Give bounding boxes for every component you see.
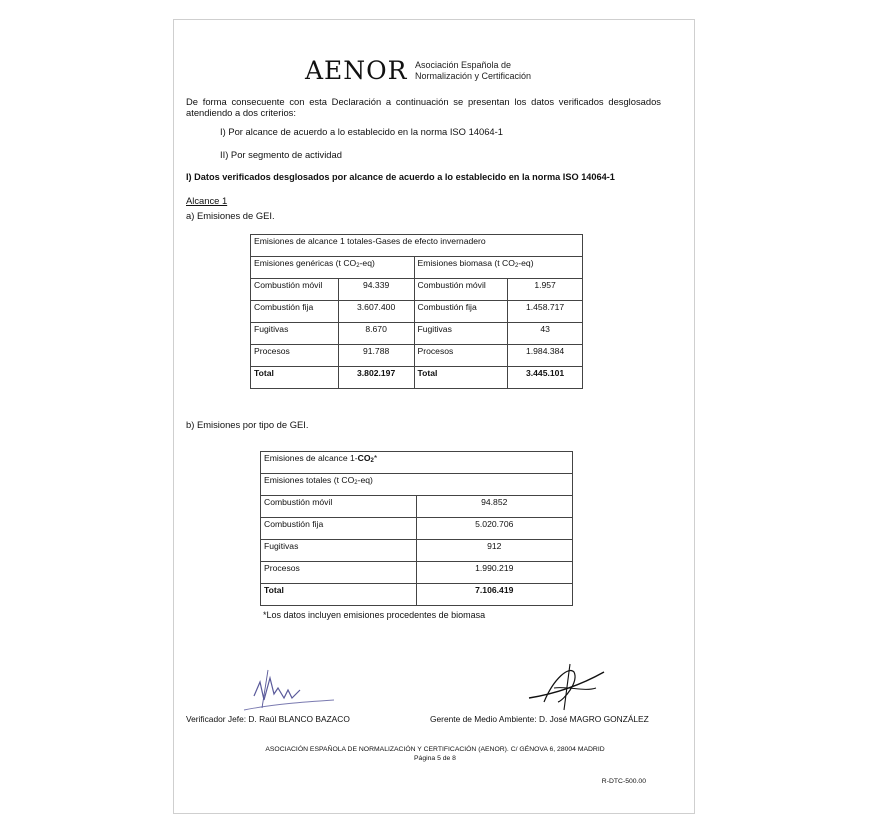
generic-emissions-header: Emisiones genéricas (t $CO_2-eq$) [251,257,415,279]
aenor-logo-subtitle [415,60,531,82]
aenor-logo-wordmark: AENOR [305,56,408,85]
row-value: 912 [416,540,572,562]
table-row [261,518,573,540]
right-signature-icon [524,658,614,713]
row-value: 1.984.384 [508,345,583,367]
row-label: Procesos [261,562,417,584]
table-title-row [251,235,583,257]
table-header-row [261,474,573,496]
document-code: R-DTC-500.00 [601,778,646,785]
left-signature-icon [234,660,344,720]
row-label: Fugitivas [261,540,417,562]
emissions-by-type-table [250,234,583,389]
biomass-footnote: *Los datos incluyen emisiones procedentes de biomasa [263,610,486,620]
total-emissions-header: Emisiones totales (t $CO_2-eq$) [261,474,573,496]
table-row [261,562,573,584]
table-total-row [251,367,583,389]
total-label: Total [414,367,508,389]
table-row [261,496,573,518]
row-value: 94.339 [338,279,414,301]
row-value: 94.852 [416,496,572,518]
row-label: Combustión móvil [261,496,417,518]
section-heading: I) Datos verificados desglosados por alcance de acuerdo a lo establecido en la norma ISO 14064-1 [186,172,615,182]
row-label: Fugitivas [414,323,508,345]
footer-address: ASOCIACIÓN ESPAÑOLA DE NORMALIZACIÓN Y CERTIFICACIÓN (AENOR). C/ GÉNOVA 6, 28004 MADRID [265,746,605,753]
row-value: 3.607.400 [338,301,414,323]
subsection-a: a) Emisiones de GEI. [186,210,275,221]
row-label: Combustión móvil [251,279,339,301]
total-value: 3.802.197 [338,367,414,389]
table-row [251,345,583,367]
criterion-1: I) Por alcance de acuerdo a lo establecido en la norma ISO 14064-1 [220,126,503,137]
row-value: 1.957 [508,279,583,301]
alcance-title: Alcance 1 [186,195,228,206]
verifier-signature-caption: Verificador Jefe: D. Raúl BLANCO BAZACO [186,714,350,724]
total-label: Total [251,367,339,389]
row-label: Fugitivas [251,323,339,345]
logo-subtitle-line-1: Asociación Española de [415,60,512,70]
document-page [173,19,695,814]
subsection-b: b) Emisiones por tipo de GEI. [186,419,309,430]
table-row [251,323,583,345]
logo-subtitle-line-2: Normalización y Certificación [415,71,532,81]
table-row [251,279,583,301]
table-title: Emisiones de alcance $1-CO_2*$ [261,452,573,474]
row-label: Combustión móvil [414,279,508,301]
row-label: Procesos [414,345,508,367]
row-value: 43 [508,323,583,345]
row-value: 1.990.219 [416,562,572,584]
footer-page-number: Página 5 de 8 [414,755,456,762]
total-value: 7.106.419 [416,584,572,606]
row-value: 1.458.717 [508,301,583,323]
table-total-row [261,584,573,606]
row-label: Procesos [251,345,339,367]
table-title-row [261,452,573,474]
row-value: 91.788 [338,345,414,367]
row-value: 5.020.706 [416,518,572,540]
row-label: Combustión fija [261,518,417,540]
row-label: Combustión fija [414,301,508,323]
total-label: Total [261,584,417,606]
row-label: Combustión fija [251,301,339,323]
table-header-row [251,257,583,279]
total-value: 3.445.101 [508,367,583,389]
row-value: 8.670 [338,323,414,345]
manager-signature-caption: Gerente de Medio Ambiente: D. José MAGRO GONZÁLEZ [430,714,649,724]
co2-emissions-table [260,451,573,606]
biomass-emissions-header: Emisiones biomasa (t $CO_2-eq$) [414,257,583,279]
criterion-2: II) Por segmento de actividad [220,149,342,160]
page-footer [174,745,696,763]
intro-paragraph: De forma consecuente con esta Declaración a continuación se presentan los datos verificados desglosados atendiendo a dos criterios: [186,96,661,118]
table-title: Emisiones de alcance 1 totales-Gases de efecto invernadero [251,235,583,257]
table-row [251,301,583,323]
table-row [261,540,573,562]
